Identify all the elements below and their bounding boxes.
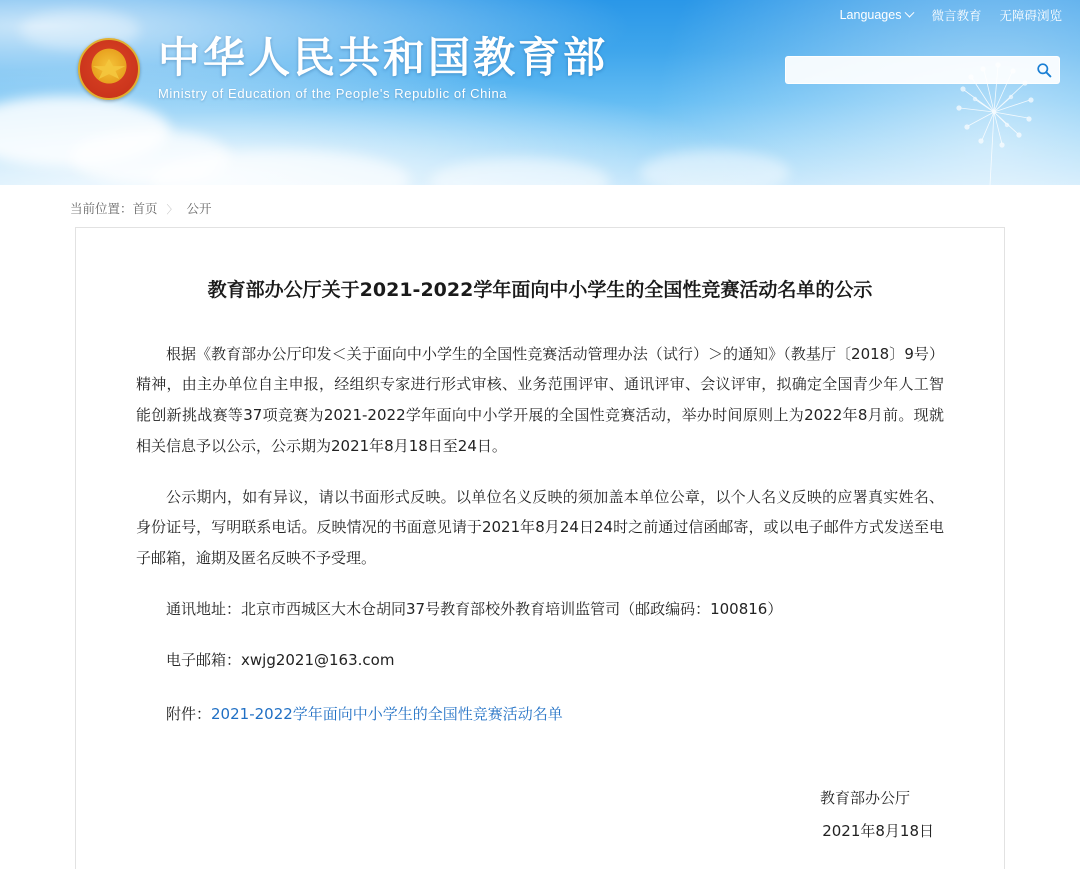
search-input[interactable] bbox=[786, 57, 1029, 83]
languages-link[interactable] bbox=[840, 8, 914, 22]
attachment-link[interactable]: 2021-2022学年面向中小学生的全国性竞赛活动名单 bbox=[211, 705, 563, 724]
breadcrumb-item-home[interactable]: 首页 bbox=[132, 202, 158, 216]
article-paragraph: 公示期内，如有异议，请以书面形式反映。以单位名义反映的须加盖本单位公章，以个人名义反映的应署真实姓名、身份证号，写明联系电话。反映情况的书面意见请于2021年8月24日24时之前通过信函邮寄，或以电子邮件方式发送至电子邮箱，逾期及匿名反映不予受理。 bbox=[136, 487, 944, 567]
cloud-decoration bbox=[640, 150, 790, 185]
header-utility-links bbox=[840, 6, 1062, 24]
article-container bbox=[75, 227, 1005, 869]
attachment-row bbox=[136, 699, 944, 730]
article-paragraph: 根据《教育部办公厅印发＜关于面向中小学生的全国性竞赛活动管理办法（试行）＞的通知》（教基厅〔2018〕9号）精神，由主办单位自主申报，经组织专家进行形式审核、业务范围评审、通讯评审、会议评审，拟确定全国青少年人工智能创新挑战赛等37项竞赛为2021-2022学年面向中小学开展的全国性竞赛活动，举办时间原则上为2022年8月前。现就相关信息予以公示，公示期为2021年8月18日至24日。 bbox=[136, 344, 944, 455]
contact-address: 通讯地址：北京市西城区大木仓胡同37号教育部校外教育培训监管司（邮政编码：100816） bbox=[166, 599, 783, 618]
breadcrumb-item-open[interactable]: 公开 bbox=[186, 202, 212, 216]
accessibility-browse-link[interactable]: 无障碍浏览 bbox=[999, 9, 1062, 23]
languages-label: Languages bbox=[839, 8, 902, 22]
document-date: 2021年8月18日 bbox=[822, 822, 934, 840]
site-title-en: Ministry of Education of the People's Republic of China bbox=[158, 86, 508, 102]
site-brand[interactable] bbox=[78, 33, 609, 102]
contact-email: 电子邮箱：xwjg2021@163.com bbox=[166, 650, 395, 669]
breadcrumb bbox=[0, 185, 1080, 227]
site-search[interactable] bbox=[785, 56, 1060, 84]
site-header-banner bbox=[0, 0, 1080, 185]
page-title: 教育部办公厅关于2021-2022学年面向中小学生的全国性竞赛活动名单的公示 bbox=[207, 279, 873, 301]
site-title-cn: 中华人民共和国教育部 bbox=[158, 33, 609, 82]
breadcrumb-separator-icon: 〉 bbox=[166, 204, 178, 216]
attachment-label: 附件： bbox=[166, 705, 212, 724]
national-emblem-icon bbox=[78, 38, 140, 100]
cloud-decoration bbox=[430, 158, 610, 185]
document-signature: 教育部办公厅 bbox=[819, 789, 910, 807]
search-button[interactable] bbox=[1029, 57, 1059, 83]
search-icon bbox=[1036, 62, 1052, 78]
chevron-down-icon bbox=[905, 7, 915, 17]
breadcrumb-prefix: 当前位置： bbox=[70, 202, 133, 216]
weiyan-education-link[interactable]: 微言教育 bbox=[931, 9, 982, 23]
